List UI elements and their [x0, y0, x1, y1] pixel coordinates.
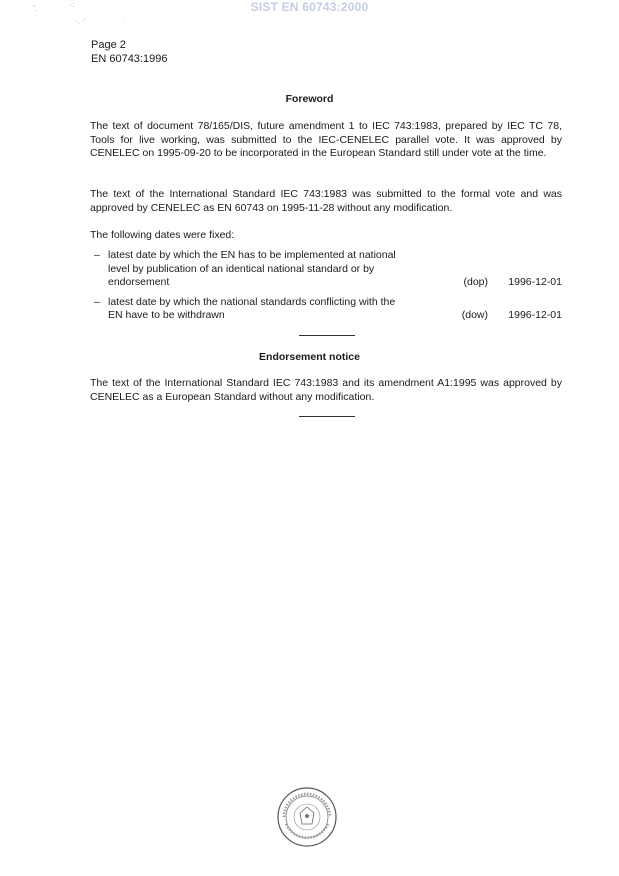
scan-speck: ˇ.	[33, 6, 38, 13]
document-number: EN 60743:1996	[91, 53, 168, 65]
scan-speck: ·:	[70, 2, 75, 9]
date-value: 1996-12-01	[508, 309, 562, 322]
foreword-paragraph-1: The text of document 78/165/DIS, future amendment 1 to IEC 743:1983, prepared by IEC TC 78, Tools for live working, was submitted to the IEC-CENELEC parallel vote. It was approved by CENELEC on 1995-09-20 to be incorporated in the European Standard still under vote at the time.	[90, 120, 562, 160]
list-dash: –	[94, 295, 100, 308]
scan-speck: ·	[122, 16, 125, 23]
dates-list	[94, 249, 562, 329]
date-value: 1996-12-01	[508, 276, 562, 289]
list-item	[94, 296, 562, 323]
endorsement-paragraph: The text of the International Standard IEC 743:1983 and its amendment A1:1995 was approved by CENELEC as a European Standard without any modification.	[90, 377, 562, 403]
date-description: latest date by which the EN has to be implemented at national level by publication of an identical national standard or by endorsement	[108, 249, 396, 289]
date-code: (dop)	[463, 276, 488, 289]
date-code: (dow)	[461, 309, 488, 322]
scan-speck: ·, ·'	[75, 18, 85, 25]
list-dash: –	[94, 249, 100, 261]
watermark: SIST EN 60743:2000	[250, 0, 369, 14]
date-description: latest date by which the national standards conflicting with the EN have to be withdrawn	[108, 295, 396, 322]
section-divider	[299, 416, 355, 417]
dates-intro: The following dates were fixed:	[90, 229, 235, 241]
section-divider	[299, 335, 355, 336]
page-label: Page 2	[91, 39, 126, 51]
page-header	[91, 38, 167, 66]
endorsement-title: Endorsement notice	[259, 351, 360, 363]
list-item	[94, 249, 562, 290]
foreword-paragraph-2: The text of the International Standard IEC 743:1983 was submitted to the formal vote and was approved by CENELEC as EN 60743 on 1995-11-28 without any modification.	[90, 188, 562, 214]
office-stamp-seal	[276, 786, 338, 848]
foreword-title: Foreword	[285, 93, 334, 105]
